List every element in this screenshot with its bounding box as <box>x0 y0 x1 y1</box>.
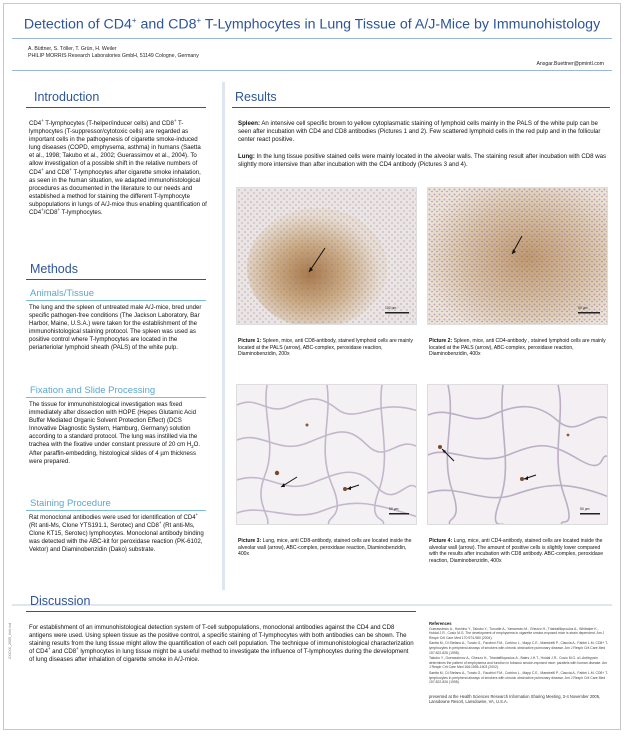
picture-3-text: Lung, mice, anti CD8-antibody, stained cells are located inside the alveolar wall (arrow), ABC-complex, peroxidase reaction, Diaminobenzidin, 400x <box>238 538 412 558</box>
lung-body: In the lung tissue positive stained cells were mainly located in the alveolar walls. The staining result after incubation with CD8 was slightly more intensive than after incubation with the CD4 antibody (Pictures 3 and 4). <box>238 153 607 169</box>
references <box>429 622 609 685</box>
authors: A. Büttner, S. Töller, T. Grün, H. Weiler <box>28 46 117 52</box>
side-code: XXXXX_2005_###.md <box>8 623 12 659</box>
authors-block <box>28 46 199 60</box>
discussion-underline <box>26 611 416 612</box>
title-rule <box>12 38 612 39</box>
discussion-text: For establishment of an immunohistological detection system of T-cell subpopulations, monoclonal antibodies against the CD4 and CD8 antigens were used. Using spleen tissue as the positive control, a specific staining of T-lymphocytes with both antibodies can be shown. The staining results from the lung tissue might allow the quantification of each cell population. The technique of immunohistological characterization of CD4+ and CD8+ lymphocytes in lung tissue might be a useful method to investigate the influence of T-lymphocytes during the development of lung diseases after inhalation of cigarette smoke in A/J-mice. <box>29 624 414 664</box>
picture-1-caption <box>238 338 418 358</box>
picture-3-scale: 50 µm <box>389 507 399 511</box>
discussion-band <box>12 604 612 606</box>
staining-text: Rat monoclonal antibodies were used for identification of CD4+ (Rt anti-Ms, Clone YTS191.1, Serotec) and CD8+ (Rt anti-Ms, Clone KT15, Serotec) lymphocytes. Monoclonal antibody binding was detected with the ABC-kit for peroxidase reaction (PK-6102, Vektor) and Diaminobenzidin (Dako) substrate. <box>29 511 204 554</box>
picture-2-text: Spleen, mice, anti CD4-antibody , stained lymphoid cells are mainly located at the PALS (arrow), ABC-complex, peroxidase reaction, Diaminobenzidin, 400x <box>429 338 606 358</box>
picture-2-label: Picture 2: <box>429 338 453 344</box>
results-underline <box>232 107 610 108</box>
animals-underline <box>26 300 206 301</box>
picture-1-text: Spleen, mice, anti CD8-antibody, stained lymphoid cells are mainly located at the PALS (arrow), ABC-complex, peroxidase reaction, Diaminobenzidin, 200x <box>238 338 413 358</box>
picture-3-label: Picture 3: <box>238 538 262 544</box>
spleen-label: Spleen: <box>238 120 261 127</box>
picture-4-label: Picture 4: <box>429 538 453 544</box>
picture-1-image <box>236 187 417 325</box>
picture-4-caption <box>429 538 609 564</box>
poster-title: Detection of CD4+ and CD8+ T-Lymphocytes in Lung Tissue of A/J-Mice by Immunohistology <box>23 16 601 33</box>
contact-email[interactable]: Ansgar.Buettner@pmintl.com <box>536 61 604 67</box>
staining-underline <box>26 510 206 511</box>
results-heading: Results <box>235 90 277 104</box>
affiliation: PHILIP MORRIS Research Laboratories GmbH, 51149 Cologne, Germany <box>28 53 199 59</box>
fixation-text: The tissue for immunohistological investigation was fixed immediately after dissection with HOPE (Hepes Glutamic Acid Buffer Mediated Organic Solvent Protection Effect) (DCS Innovative Diagnostic System, Hamburg, Germany) solution according to a standard protocol. The lung was instilled via the trachea with the fixative under constant pressure of 20 cm $H_2O$. After paraffin-embedding, histological slides of 4 µm thickness were prepared. <box>29 401 201 465</box>
reference-item: Saetta M., Di Stefano A., Turato G., Facchini F.M., Corbino L., Mapp C.E., Maestrelli P., Ciaccia A., Fabbri L.M. CD8+ T-lymphocytes in peripheral airways of smokers with chronic obstructive pulmonary disease. Am J Respir Crit Care Med 157:822-826 (1998). <box>429 641 609 655</box>
picture-4-image <box>427 384 608 525</box>
lung-label: Lung: <box>238 153 255 160</box>
header-rule <box>12 70 612 71</box>
picture-3-caption <box>238 538 418 558</box>
picture-4-text: Lung, mice, anti CD4-antibody, stained cells are located inside the alveolar wall (arrow). The amount of positive cells is slightly lower compared with the results after incubation with CD8 antibody. ABC-complex, peroxidase reaction, Diaminobenzidin, 400x <box>429 538 604 564</box>
introduction-text: CD4+ T-lymphocytes (T-helper/inducer cells) and CD8+ T-lymphocytes (T-suppressor/cytotoxic cells) are regarded as important cells in the pathogenesis of cigarette smoke-induced lung diseases (COPD, emphysema, asthma) in humans (Saetta et al., 1998; Takubo et al., 2002; Guerassimov et al., 2004). To allow investigation of a possible shift in the relative numbers of CD4+ and CD8+ T-lymphocytes after cigarette smoke inhalation, as seen in the human situation, we adapted immunohistological procedures as documented in the literature to our needs and established a method for staining the different T-lymphocyte subpopulations in lungs of A/J-mice thus enabling quantification of CD4+/CD8+ T-lymphocytes. <box>29 117 207 217</box>
results-lung-text <box>238 153 608 169</box>
poster <box>3 3 621 730</box>
staining-heading: Staining Procedure <box>30 498 111 509</box>
animals-text: The lung and the spleen of untreated male A/J-mice, bred under specific pathogen-free conditions (The Jackson Laboratory, Bar Harbor, Maine, U.S.A.) were taken for the establishment of the immunohistological staining protocol. The spleen was used as positive control where T-lymphocytes are located in the periarteriolar lymphoid sheath (PALS) of the white pulp. <box>29 304 202 352</box>
reference-item: Saetta M., Di Stefano A., Turato G., Facchini F.M., Corbino L., Mapp C.E., Maestrelli P., Ciaccia A., Fabbri L.M. CD8+ T-lymphocytes in peripheral airways of smokers with chronic obstructive pulmonary disease. Am J Respir Crit Care Med 157:822-826 (1998). <box>429 670 609 685</box>
results-spleen-text <box>238 120 608 144</box>
methods-heading: Methods <box>30 262 78 276</box>
picture-2-image <box>427 187 608 325</box>
picture-3-image <box>236 384 417 525</box>
fixation-heading: Fixation and Slide Processing <box>30 385 156 396</box>
fixation-underline <box>26 397 206 398</box>
animals-heading: Animals/Tissue <box>30 288 95 299</box>
introduction-underline <box>26 107 206 108</box>
picture-4-scale: 50 µm <box>580 507 590 511</box>
picture-2-caption <box>429 338 609 358</box>
reference-item: Takubo Y., Guerassimov A., Ghezzo H., Triantafillopoulos A., Bates J.H.T., Hoidal J.R., Cosio M.G. α1-Antitrypsin determines the pattern of emphysema and function in tobacco smoke-exposed mice: parallels with human disease. Am J Respir Crit Care Med 166:1596-1603 (2002). <box>429 656 608 670</box>
discussion-heading: Discussion <box>30 594 91 608</box>
references-heading: References <box>429 621 452 626</box>
picture-1-scale: 100 µm <box>385 306 397 310</box>
reference-item: Guerassimov A., Hoshino Y., Takubo Y., Turcotte A., Yamamoto M., Ghezzo H., Triantafillopoulos A., Whittaker K., Hoidal J.R., Cosio M.G. The development of emphysema in cigarette smoke-exposed mice is strain dependent. Am J Respir Crit Care Med 170:974-980 (2004). <box>429 626 605 640</box>
picture-1-label: Picture 1: <box>238 338 262 344</box>
picture-2-scale: 50 µm <box>578 306 588 310</box>
methods-underline <box>26 279 206 280</box>
presented-note: presented at the Health Sciences Research Information Sharing Meeting, 3-4 November 2005, Lansdowne Resort, Lansdowne, VA, U.S.A. <box>429 694 601 704</box>
introduction-heading: Introduction <box>34 90 100 104</box>
spleen-body: An intensive cell specific brown to yellow cytoplasmatic staining of lymphoid cells mainly in the PALS of the white pulp can be seen after incubation with CD4 and CD8 antibodies (Pictures 1 and 2). Few scattered lymphoid cells in the red pulp and in the follicular center react positive. <box>238 120 601 144</box>
